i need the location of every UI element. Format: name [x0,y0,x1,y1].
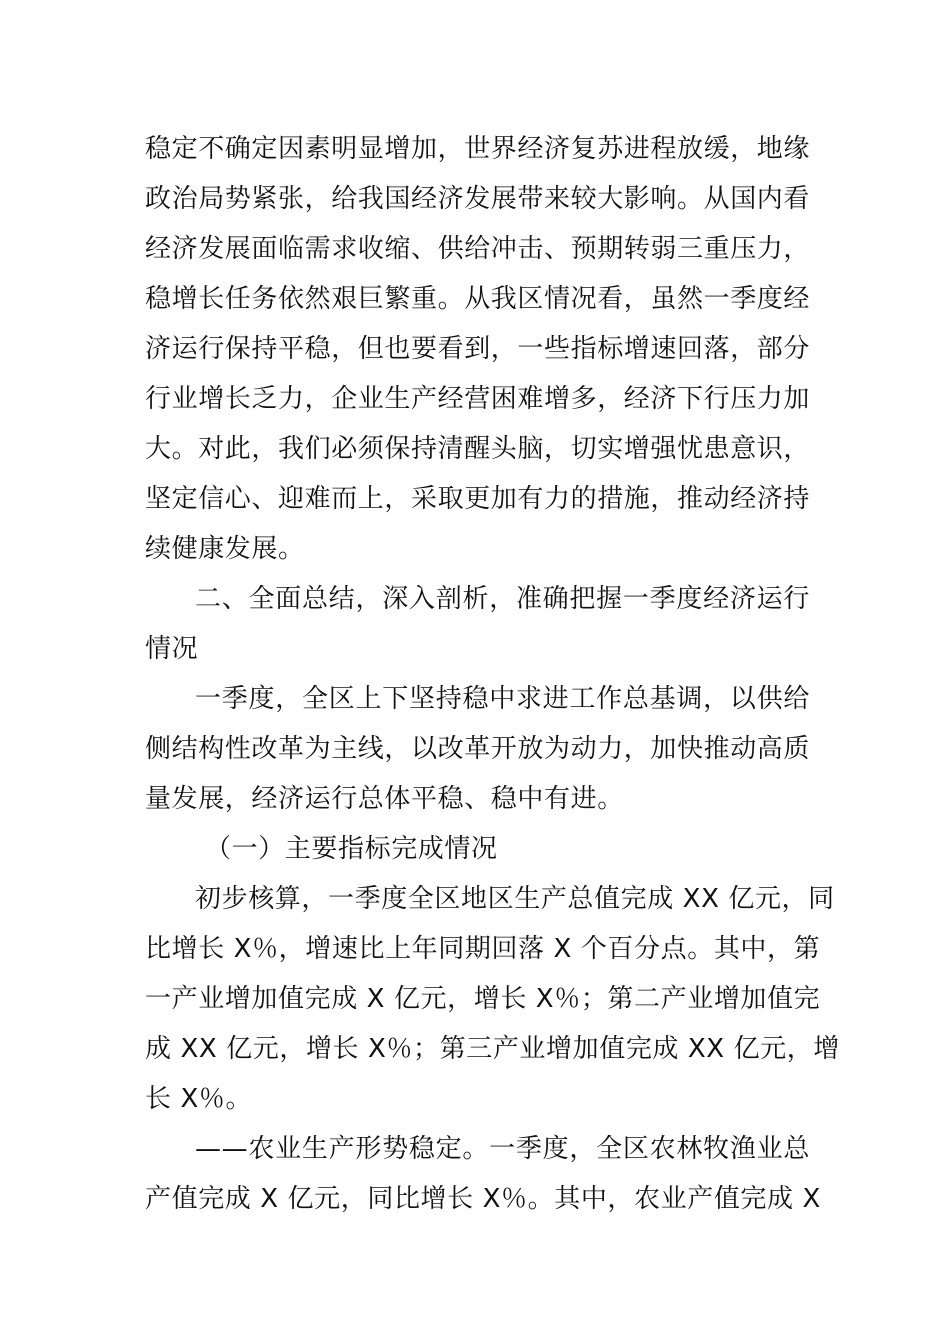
section-heading: 二、全面总结，深入剖析，准确把握一季度经济运行 [195,584,810,614]
section-heading-continued: 情况 [145,634,199,664]
text-line: 稳定不确定因素明显增加，世界经济复苏进程放缓，地缘 [145,134,811,164]
text-line: 成 XX 亿元，增长 X％；第三产业增加值完成 XX 亿元，增 [145,1034,840,1064]
text-line: 初步核算，一季度全区地区生产总值完成 XX 亿元，同 [195,884,835,914]
text-line: 稳增长任务依然艰巨繁重。从我区情况看，虽然一季度经 [145,284,811,314]
text-line: 续健康发展。 [145,534,305,564]
text-line: 一产业增加值完成 X 亿元，增长 X％；第二产业增加值完 [145,984,821,1014]
body-text [145,124,840,1224]
text-line: 行业增长乏力，企业生产经营困难增多，经济下行压力加 [145,384,811,414]
text-line: 坚定信心、迎难而上，采取更加有力的措施，推动经济持 [145,484,811,514]
text-line: 政治局势紧张，给我国经济发展带来较大影响。从国内看 [145,184,811,214]
text-line: 量发展，经济运行总体平稳、稳中有进。 [145,784,624,814]
text-line: ——农业生产形势稳定。一季度，全区农林牧渔业总 [195,1134,810,1164]
text-line: 长 X％。 [145,1084,253,1114]
text-line: 侧结构性改革为主线，以改革开放为动力，加快推动高质 [145,734,811,764]
text-line: 济运行保持平稳，但也要看到，一些指标增速回落，部分 [145,334,811,364]
text-line: 一季度，全区上下坚持稳中求进工作总基调，以供给 [195,684,810,714]
text-line: 比增长 X％，增速比上年同期回落 X 个百分点。其中，第 [145,934,821,964]
text-line: 大。对此，我们必须保持清醒头脑，切实增强忧患意识， [145,434,811,464]
subsection-heading: （一）主要指标完成情况 [205,834,498,864]
text-line: 产值完成 X 亿元，同比增长 X％。其中，农业产值完成 X [145,1184,821,1214]
text-line: 经济发展面临需求收缩、供给冲击、预期转弱三重压力， [145,234,811,264]
